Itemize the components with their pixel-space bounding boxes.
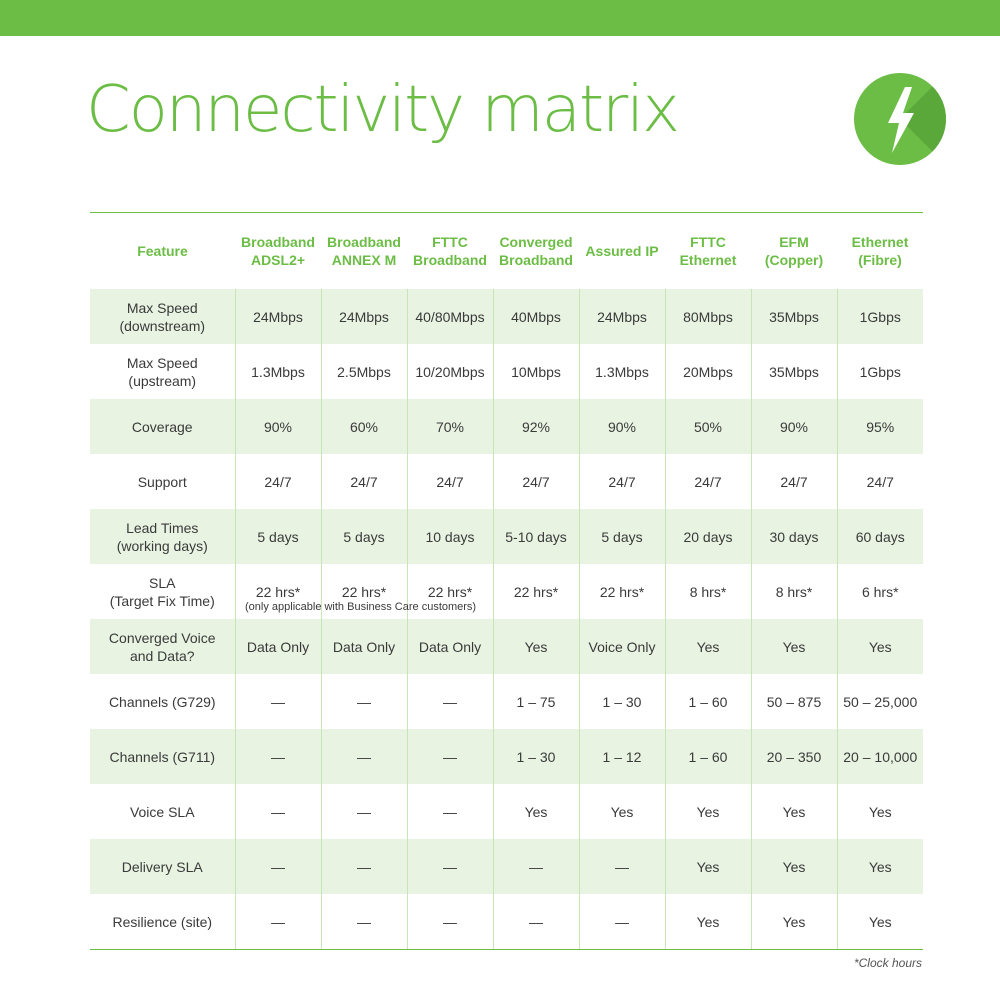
value-cell: 50 – 25,000 [837,674,923,729]
value-cell: 22 hrs* [235,564,321,619]
value-cell: Yes [493,619,579,674]
column-header-feature: Feature [90,213,235,290]
feature-cell: Support [137,473,187,490]
value-cell: — [321,784,407,839]
value-cell: 24/7 [837,454,923,509]
value-cell: 50 – 875 [751,674,837,729]
value-cell: 24/7 [235,454,321,509]
value-cell: 20 – 10,000 [837,729,923,784]
value-cell: 10Mbps [493,344,579,399]
sla-note: (only applicable with Business Care customers) [245,601,477,613]
table-row [90,289,923,344]
value-cell: 8 hrs* [751,564,837,619]
value-cell: 22 hrs* [407,564,493,619]
value-cell: 24/7 [751,454,837,509]
value-cell: 24/7 [665,454,751,509]
value-cell: 1Gbps [837,344,923,399]
value-cell: 60 days [837,509,923,564]
feature-cell: Converged Voice and Data? [90,619,235,674]
column-header: Assured IP [579,213,665,290]
value-cell: 35Mbps [751,344,837,399]
value-cell: 1 – 12 [579,729,665,784]
value-cell: — [493,839,579,894]
column-header: Broadband ADSL2+ [235,213,321,290]
value-cell: — [407,894,493,950]
value-cell: 1.3Mbps [235,344,321,399]
value-cell: — [321,839,407,894]
value-cell: — [321,729,407,784]
value-cell: 30 days [751,509,837,564]
value-cell: Yes [665,619,751,674]
value-cell: 20Mbps [665,344,751,399]
value-cell: 92% [493,399,579,454]
value-cell: 24Mbps [321,289,407,344]
column-header: FTTC Ethernet [665,213,751,290]
value-cell: Yes [579,784,665,839]
value-cell: Yes [751,619,837,674]
value-cell: 95% [837,399,923,454]
value-cell: — [235,729,321,784]
value-cell: 80Mbps [665,289,751,344]
value-cell: 1 – 75 [493,674,579,729]
value-cell: 2.5Mbps [321,344,407,399]
value-cell: 6 hrs* [837,564,923,619]
feature-cell: SLA (Target Fix Time) [109,574,215,609]
value-cell: — [407,784,493,839]
value-cell: Yes [493,784,579,839]
value-cell: 1 – 60 [665,674,751,729]
value-cell: 40/80Mbps [407,289,493,344]
top-banner [0,0,1000,36]
table-row [90,619,923,674]
value-cell: Yes [751,839,837,894]
value-cell: 10 days [407,509,493,564]
table-row [90,729,923,784]
table-row [90,454,923,509]
value-cell: — [493,894,579,950]
value-cell: — [407,674,493,729]
value-cell: 5 days [579,509,665,564]
table-row [90,674,923,729]
value-cell: 70% [407,399,493,454]
value-cell: 1.3Mbps [579,344,665,399]
value-cell: — [235,784,321,839]
value-cell: Yes [837,619,923,674]
value-cell: Yes [837,784,923,839]
value-cell: 1Gbps [837,289,923,344]
feature-cell: Lead Times (working days) [90,509,235,564]
value-cell: Yes [665,784,751,839]
value-cell: — [407,839,493,894]
value-cell: 24/7 [407,454,493,509]
value-cell: 24Mbps [579,289,665,344]
value-cell: — [579,894,665,950]
value-cell: 50% [665,399,751,454]
table-header-row [90,213,923,290]
value-cell: 10/20Mbps [407,344,493,399]
feature-cell: Channels (G711) [90,729,235,784]
value-cell: 24/7 [321,454,407,509]
value-cell: 5-10 days [493,509,579,564]
value-cell: 1 – 30 [579,674,665,729]
value-cell: 90% [751,399,837,454]
value-cell: 1 – 60 [665,729,751,784]
value-cell: Data Only [321,619,407,674]
value-cell: Yes [665,839,751,894]
value-cell: 20 – 350 [751,729,837,784]
column-header: FTTC Broadband [407,213,493,290]
value-cell: Yes [837,839,923,894]
value-cell: 20 days [665,509,751,564]
column-header: Converged Broadband [493,213,579,290]
value-cell: Data Only [407,619,493,674]
value-cell: Yes [665,894,751,950]
value-cell: — [407,729,493,784]
feature-cell: Resilience (site) [90,894,235,950]
value-cell: 5 days [321,509,407,564]
value-cell: 60% [321,399,407,454]
value-cell: 22 hrs* [321,564,407,619]
table-row [90,509,923,564]
value-cell: — [321,674,407,729]
value-cell: 22 hrs* [493,564,579,619]
value-cell: 5 days [235,509,321,564]
value-cell: 90% [235,399,321,454]
value-cell: 24/7 [579,454,665,509]
column-header: Ethernet (Fibre) [837,213,923,290]
value-cell: 1 – 30 [493,729,579,784]
value-cell: Yes [837,894,923,950]
footnote: *Clock hours [853,956,922,970]
value-cell: 35Mbps [751,289,837,344]
page-title: Connectivity matrix [86,73,678,147]
value-cell: Yes [751,894,837,950]
feature-cell: Delivery SLA [90,839,235,894]
column-header: EFM (Copper) [751,213,837,290]
value-cell: 40Mbps [493,289,579,344]
feature-cell: Max Speed (upstream) [126,354,198,389]
value-cell: Yes [751,784,837,839]
connectivity-table [90,212,922,950]
feature-cell: Channels (G729) [108,693,216,710]
table-row [90,344,923,399]
value-cell: 90% [579,399,665,454]
value-cell: — [235,839,321,894]
table-row [90,894,923,950]
value-cell: Voice Only [579,619,665,674]
value-cell: 22 hrs* [579,564,665,619]
value-cell: — [579,839,665,894]
feature-cell: Coverage [90,399,235,454]
lightning-bolt-icon [854,73,946,165]
column-header: Broadband ANNEX M [321,213,407,290]
table-row [90,784,923,839]
table-row [90,399,923,454]
value-cell: — [235,894,321,950]
table-row [90,839,923,894]
value-cell: 24/7 [493,454,579,509]
value-cell: 8 hrs* [665,564,751,619]
feature-cell: Max Speed (downstream) [90,289,235,344]
value-cell: Data Only [235,619,321,674]
feature-cell: Voice SLA [129,803,195,820]
table-row [90,564,923,619]
value-cell: — [235,674,321,729]
value-cell: — [321,894,407,950]
value-cell: 24Mbps [235,289,321,344]
